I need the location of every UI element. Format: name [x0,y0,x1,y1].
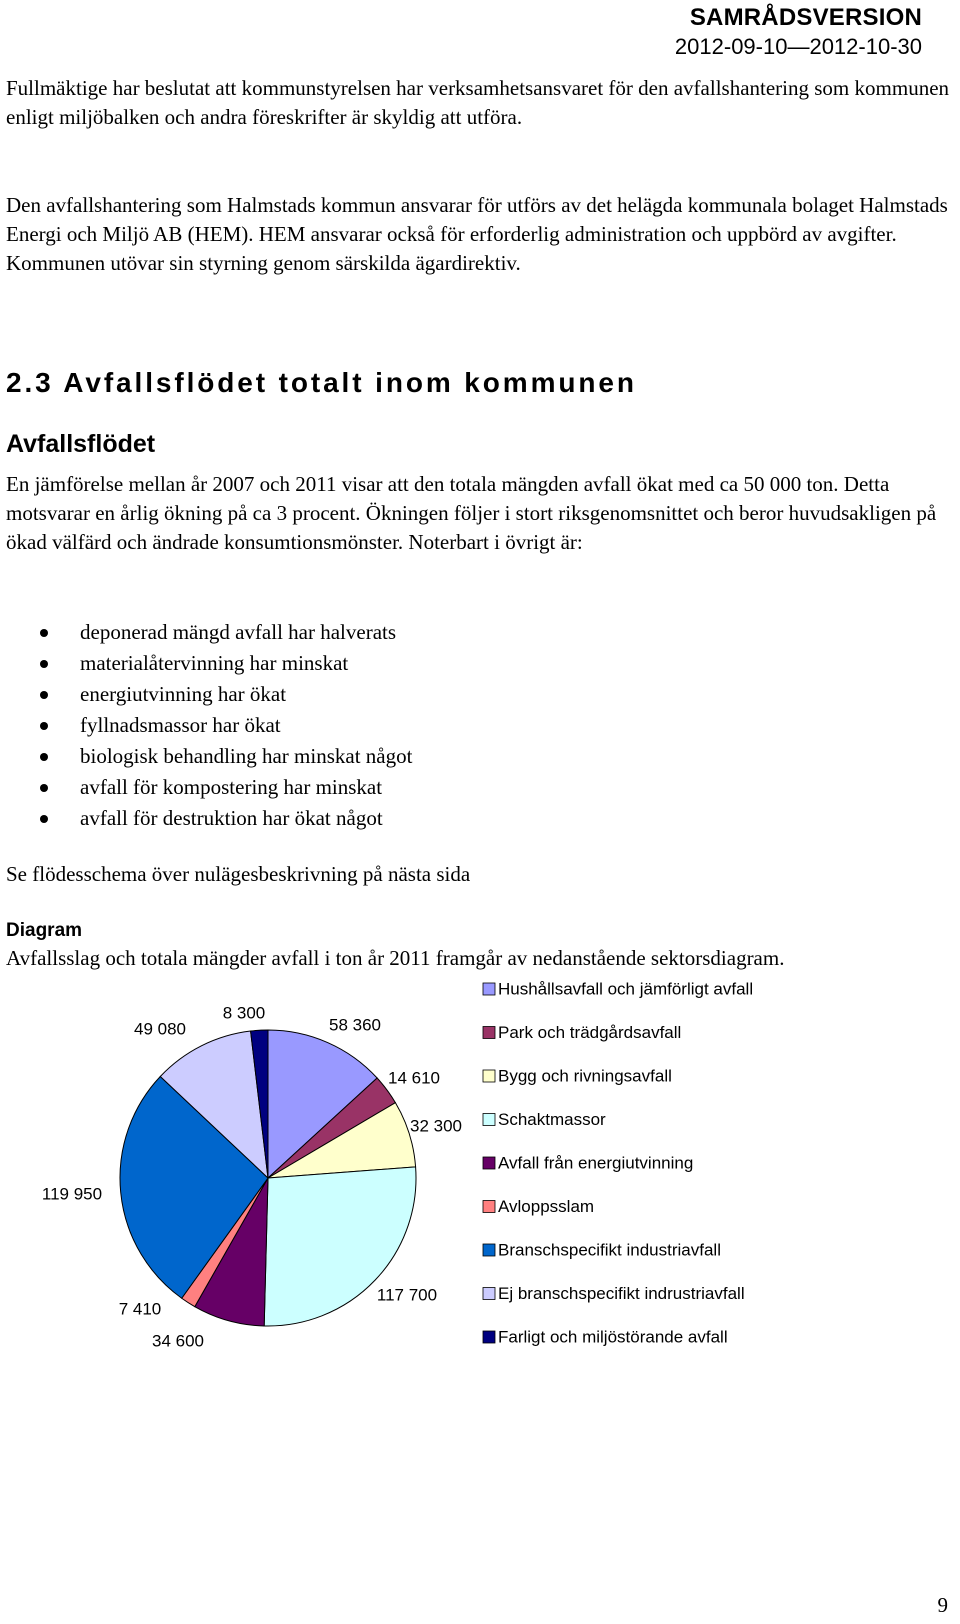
diagram-label: Diagram [6,920,83,941]
list-item [0,772,412,803]
legend-label: Branschspecifikt industriavfall [498,1240,721,1260]
list-item [0,741,412,772]
bullet-icon [40,660,48,668]
list-item-text: materialåtervinning har minskat [80,651,349,675]
data-label: 32 300 [410,1116,462,1136]
list-item [0,679,412,710]
legend-label: Ej branschspecifikt indrustriavfall [498,1283,745,1303]
bullet-icon [40,815,48,823]
section-heading: 2.3 Avfallsflödet totalt inom kommunen [6,367,637,398]
header-dates: 2012-09-10—2012-10-30 [674,34,922,59]
list-item [0,648,412,679]
page-number: 9 [937,1593,948,1617]
data-label: 14 610 [388,1068,440,1088]
paragraph-responsibility: Fullmäktige har beslutat att kommunstyrelsen har verksamhetsansvaret för den avfallshantering som kommunen enligt miljöbalken och andra föreskrifter är skyldig att utföra. [6,76,950,129]
list-item-text: avfall för kompostering har minskat [80,775,383,799]
bullet-list [0,617,412,834]
list-item-text: fyllnadsmassor har ökat [80,713,281,737]
legend-swatch [483,1331,495,1343]
header-title: SAMRÅDSVERSION [689,4,922,31]
data-label: 34 600 [152,1331,204,1351]
bullet-icon [40,722,48,730]
data-label: 117 700 [376,1285,438,1305]
list-item-text: energiutvinning har ökat [80,682,287,706]
legend-swatch [483,1288,495,1300]
bullet-icon [40,753,48,761]
legend-swatch [483,983,495,995]
legend-label: Bygg och rivningsavfall [498,1066,672,1086]
list-item [0,803,412,834]
data-label: 58 360 [329,1015,381,1035]
legend-swatch [483,1070,495,1082]
list-item-text: biologisk behandling har minskat något [80,744,413,768]
legend-label: Hushållsavfall och jämförligt avfall [498,979,754,999]
list-item [0,710,412,741]
data-label: 119 950 [41,1184,103,1204]
legend-swatch [483,1157,495,1169]
bullet-icon [40,629,48,637]
data-label: 8 300 [222,1003,266,1023]
legend-swatch [483,1027,495,1039]
data-label: 49 080 [134,1019,186,1039]
paragraph-diagram-description: Avfallsslag och totala mängder avfall i ton år 2011 framgår av nedanstående sektorsdiagram. [6,946,785,970]
legend-label: Farligt och miljöstörande avfall [498,1327,728,1347]
paragraph-hem: Den avfallshantering som Halmstads kommun ansvarar för utförs av det helägda kommunala bolaget Halmstads Energi och Miljö AB (HEM). HEM ansvarar också för erforderlig administration och uppbörd av avgifter. Kommunen utövar sin styrning genom särskilda ägardirektiv. [6,193,948,275]
legend-swatch [483,1244,495,1256]
legend-label: Avloppsslam [498,1196,595,1216]
list-item [0,617,412,648]
paragraph-intro: En jämförelse mellan år 2007 och 2011 visar att den totala mängden avfall ökat med ca 50 000 ton. Detta motsvarar en årlig ökning på ca 3 procent. Ökningen följer i stort riksgenomsnittet och beror huvudsakligen på ökad välfärd och ändrade konsumtionsmönster. Noterbart i övrigt är: [6,472,937,554]
bullet-icon [40,691,48,699]
legend-label: Avfall från energiutvinning [498,1153,694,1173]
legend-label: Park och trädgårdsavfall [498,1022,682,1042]
pie-chart [0,979,960,1410]
paragraph-see-flowchart: Se flödesschema över nulägesbeskrivning på nästa sida [6,862,471,886]
subsection-heading: Avfallsflödet [6,430,156,458]
legend-swatch [483,1114,495,1126]
data-label: 7 410 [118,1299,162,1319]
legend-label: Schaktmassor [498,1109,606,1129]
bullet-icon [40,784,48,792]
legend-swatch [483,1201,495,1213]
list-item-text: avfall för destruktion har ökat något [80,806,383,830]
list-item-text: deponerad mängd avfall har halverats [80,620,397,644]
